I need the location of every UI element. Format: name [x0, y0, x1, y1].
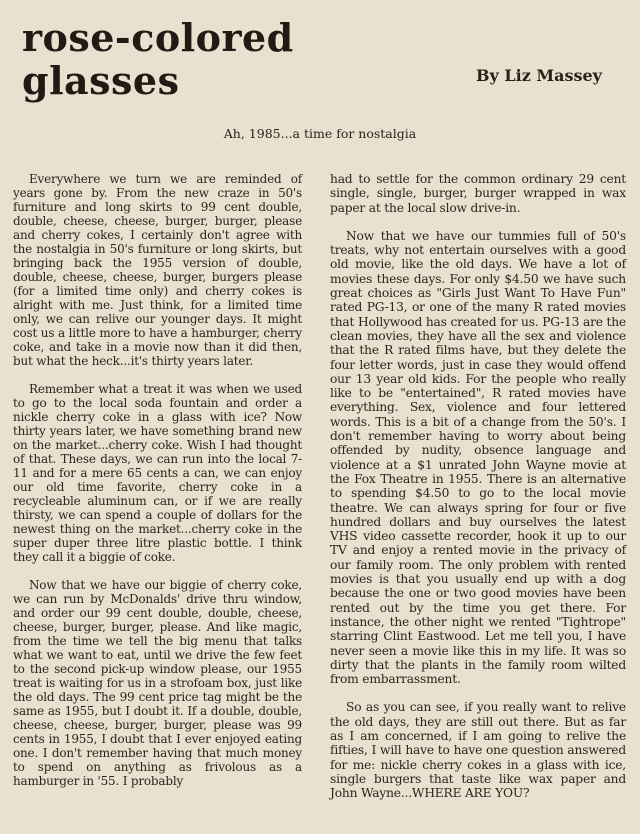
left-column — [13, 172, 302, 802]
byline: By Liz Massey — [476, 66, 602, 85]
paragraph: Remember what a treat it was when we used to go to the local soda fountain and order a nickle cherry coke in a glass with ice? Now thirty years later, we have something brand new on the market...cherry coke. Wish I had thought of that. These days, we can run into the local 7-11 and for a mere 65 cents a can, we can enjoy our old time favorite, cherry coke in a recycleable aluminum can, or if we are really thirsty, we can spend a couple of dollars for the newest thing on the market...cherry coke in the super duper three litre plastic bottle. I think they call it a biggie of coke. — [13, 382, 302, 564]
title-line-2: glasses — [22, 58, 180, 103]
paragraph: So as you can see, if you really want to relive the old days, they are still out there. But as far as I am concerned, if I am going to relive the fifties, I will have to have one question answered for me: nickle cherry cokes in a glass with ice, single burgers that taste like wax paper and John Wayne...WHERE ARE YOU? — [330, 700, 626, 801]
paragraph: had to settle for the common ordinary 29 cent single, single, burger, burger wrapped in wax paper at the local slow drive-in. — [330, 172, 626, 215]
paragraph: Now that we have our tummies full of 50's treats, why not entertain ourselves with a good old movie, like the old days. We have a lot of movies these days. For only $4.50 we have such great choices as "Girls Just Want To Have Fun" rated PG-13, or one of the many R rated movies that Hollywood has created for us. PG-13 are the clean movies, they have all the sex and violence that the R rated films have, but they delete the four letter words, just in case they would offend our 13 year old kids. For the people who really like to be "entertained", R rated movies have everything. Sex, violence and four lettered words. This is a bit of a change from the 50's. I don't remember having to worry about being offended by nudity, obsence language and violence at a $1 unrated John Wayne movie at the Fox Theatre in 1955. There is an alternative to spending $4.50 to go to the local movie theatre. We can always spring for four or five hundred dollars and buy ourselves the latest VHS video cassette recorder, hook it up to our TV and enjoy a rented movie in the privacy of our family room. The only problem with rented movies is that you usually end up with a dog because the one or two good movies have been rented out by the time you get there. For instance, the other night we rented "Tightrope" starring Clint Eastwood. Let me tell you, I have never seen a movie like this in my life. It was so dirty that the plants in the family room wilted from embarrassment. — [330, 228, 626, 687]
subtitle: Ah, 1985...a time for nostalgia — [223, 126, 417, 141]
title-line-1: rose-colored — [22, 15, 294, 60]
paragraph: Now that we have our biggie of cherry coke, we can run by McDonalds' drive thru window, and order our 99 cent double, double, cheese, cheese, burger, burger, please. And like magic, from the time we tell the big menu that talks what we want to eat, until we drive the few feet to the second pick-up window please, our 1955 treat is waiting for us in a strofoam box, just like the old days. The 99 cent price tag might be the same as 1955, but I doubt it. If a double, double, cheese, cheese, burger, burger, please was 99 cents in 1955, I doubt that I ever enjoyed eating one. I don't remember having that much money to spend on anything as frivolous as a hamburger in '55. I probably — [13, 578, 302, 788]
paragraph: Everywhere we turn we are reminded of years gone by. From the new craze in 50's furniture and long skirts to 99 cent double, double, cheese, cheese, burger, burger, please and cherry cokes, I certainly don't agree with the nostalgia in 50's furniture or long skirts, but bringing back the 1955 version of double, double, cheese, cheese, burger, burgers please (for a limited time only) and cherry cokes is alright with me. Just think, for a limited time only, we can relive our younger days. It might cost us a little more to have a hamburger, cherry coke, and take in a movie now than it did then, but what the heck...it's thirty years later. — [13, 172, 302, 368]
right-column — [330, 172, 626, 814]
article-title — [22, 16, 294, 102]
